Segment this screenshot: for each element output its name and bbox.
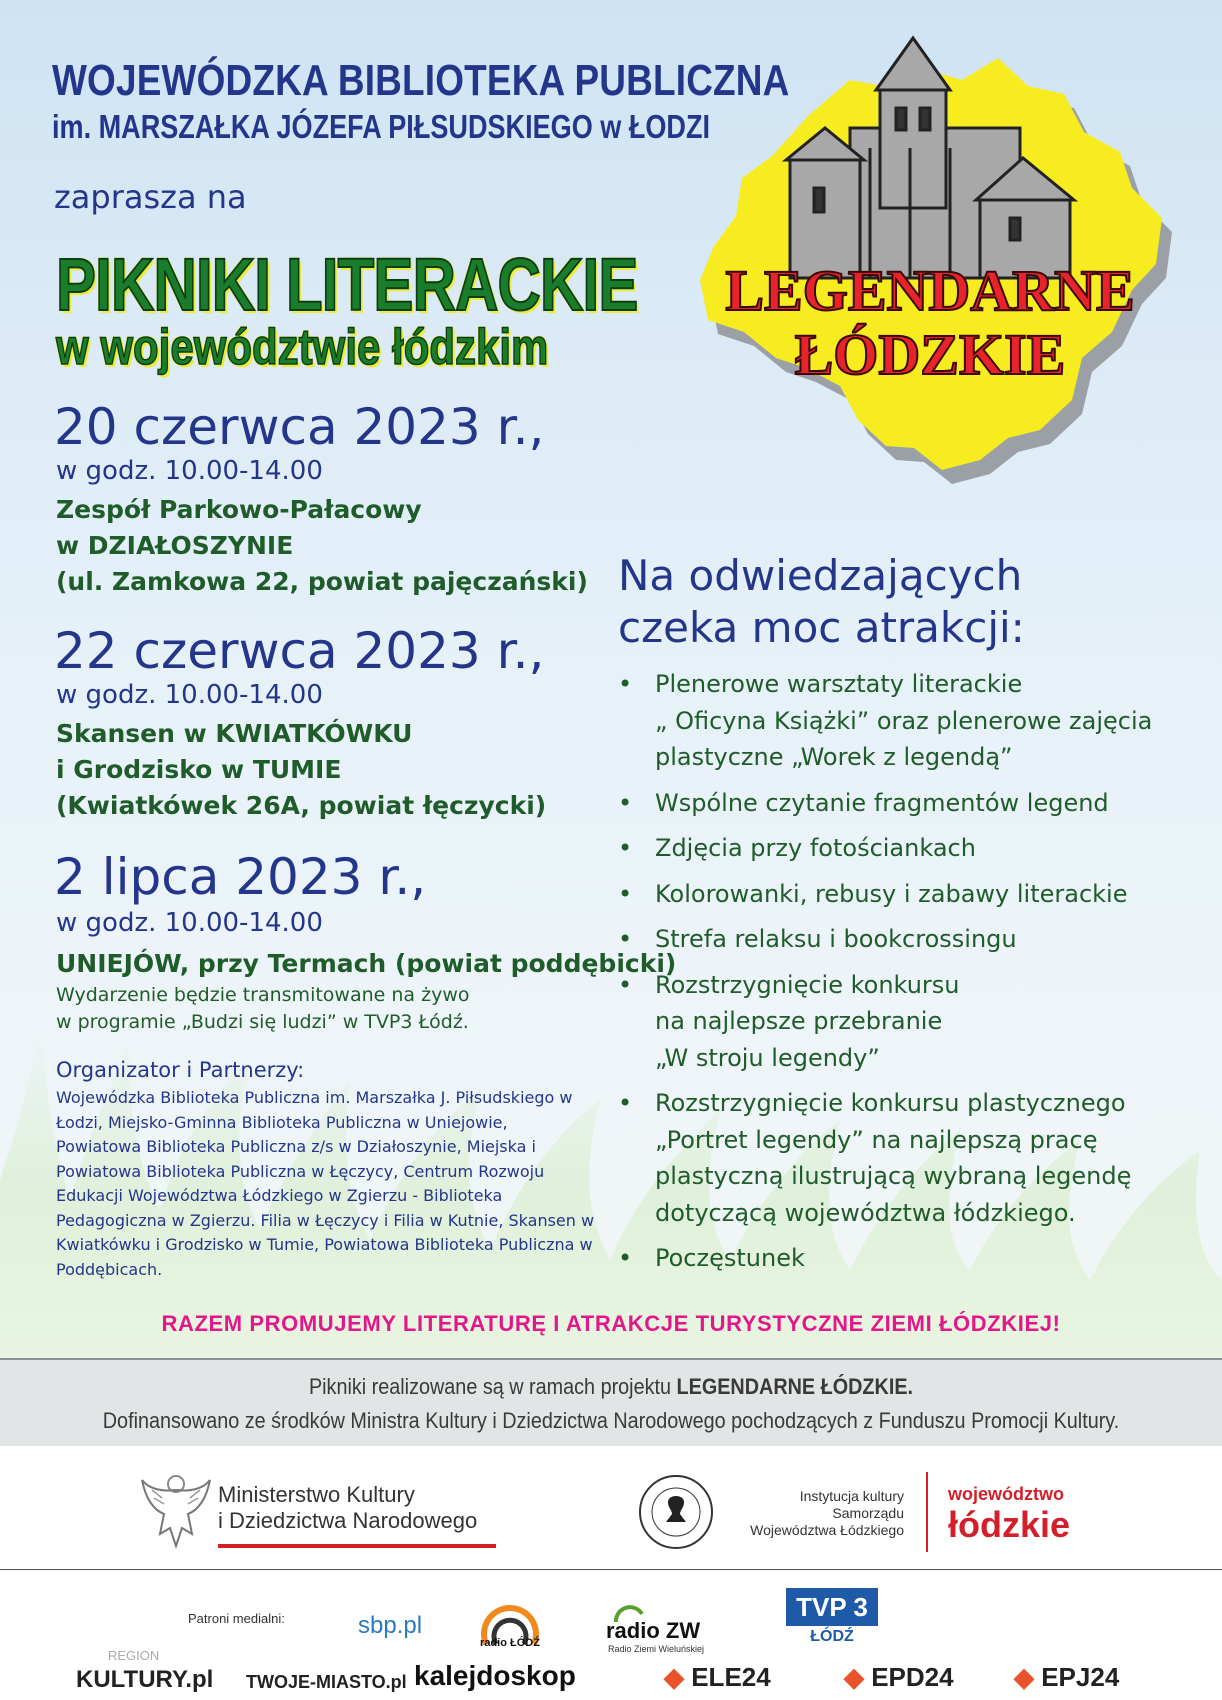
twoje-miasto-logo: TWOJE-MIASTO.pl — [246, 1672, 407, 1692]
media-patrons-label: Patroni medialni: — [188, 1611, 285, 1626]
list-item: • Kolorowanki, rebusy i zabawy literackie — [618, 876, 1218, 913]
radio-lodz-logo — [476, 1600, 544, 1650]
tvp3-subtitle: ŁÓDŹ — [810, 1628, 854, 1645]
event-3-place: UNIEJÓW, przy Termach (powiat poddębicki) — [56, 949, 677, 978]
event-2-date: 22 czerwca 2023 r., — [54, 622, 545, 680]
logo-line1: LEGENDARNE — [725, 258, 1135, 323]
event-3-note: Wydarzenie będzie transmitowane na żywo w programie „Budzi się ludzi” w TVP3 Łódź. — [56, 984, 470, 1033]
region-logo-line2: łódzkie — [948, 1504, 1071, 1545]
svg-text:radio ŁÓDŹ: radio ŁÓDŹ — [480, 1637, 540, 1649]
eagle-emblem-icon — [140, 1470, 212, 1552]
event-1-place: Zespół Parkowo-Pałacowy w DZIAŁOSZYNIE (ul. Zamkowa 22, powiat pajęczański) — [56, 495, 588, 596]
ele24-logo: ◆ ELE24 — [664, 1662, 771, 1692]
event-3-hours: w godz. 10.00-14.00 — [56, 908, 323, 938]
ministry-name: Ministerstwo Kultury i Dziedzictwa Narodowego — [218, 1482, 478, 1533]
list-item: • Rozstrzygnięcie konkursu na najlepsze przebranie „W stroju legendy” — [618, 967, 1218, 1077]
attractions-title: Na odwiedzających czeka moc atrakcji: — [618, 551, 1025, 652]
slogan: RAZEM PROMUJEMY LITERATURĘ I ATRAKCJE TURYSTYCZNE ZIEMI ŁÓDZKIEJ! — [161, 1311, 1061, 1336]
kultury-small: REGION — [108, 1648, 160, 1663]
list-item: • Plenerowe warsztaty literackie „ Oficyna Książki” oraz plenerowe zajęcia plastyczne „Worek z legendą” — [618, 666, 1218, 776]
event-title: PIKNIKI LITERACKIE — [56, 243, 638, 326]
list-item: • Poczęstunek — [618, 1240, 1218, 1277]
institution-text: Instytucja kultury Samorządu Województwa Łódzkiego — [750, 1488, 904, 1538]
logo-divider — [926, 1472, 928, 1552]
kultury-logo: KULTURY.pl — [76, 1666, 214, 1693]
organizer-patron: im. MARSZAŁKA JÓZEFA PIŁSUDSKIEGO w ŁODZI — [52, 108, 710, 145]
svg-text:radio ZW: radio ZW — [606, 1618, 701, 1643]
attractions-list — [618, 666, 1218, 1286]
list-item: • Rozstrzygnięcie konkursu plastycznego „Portret legendy” na najlepszą pracę plastyczną ilustrującą wybraną legendę dotyczącą województwa łódzkiego. — [618, 1085, 1218, 1231]
funding-line-2: Dofinansowano ze środków Ministra Kultury i Dziedzictwa Narodowego pochodzących z Funduszu Promocji Kultury. — [102, 1408, 1120, 1433]
svg-text:Radio Ziemi Wieluńskiej: Radio Ziemi Wieluńskiej — [608, 1644, 705, 1654]
ministry-underline — [218, 1544, 496, 1548]
list-item: • Strefa relaksu i bookcrossingu — [618, 921, 1218, 958]
legendarne-lodzkie-logo — [680, 28, 1180, 498]
list-item: • Zdjęcia przy fotościankach — [618, 830, 1218, 867]
logo-line2: ŁÓDZKIE — [794, 322, 1066, 387]
event-subtitle: w województwie łódzkim — [56, 319, 549, 375]
epd24-logo: ◆ EPD24 — [844, 1662, 954, 1692]
funding-line-1: Pikniki realizowane są w ramach projektu LEGENDARNE ŁÓDZKIE. — [308, 1374, 914, 1399]
funding-band — [0, 1358, 1222, 1446]
radio-zw-logo — [602, 1604, 730, 1656]
event-2-hours: w godz. 10.00-14.00 — [56, 680, 323, 710]
event-2-place: Skansen w KWIATKÓWKU i Grodzisko w TUMIE (Kwiatkówek 26A, powiat łęczycki) — [56, 719, 547, 820]
event-1-date: 20 czerwca 2023 r., — [54, 398, 545, 456]
organizers-text: Wojewódzka Biblioteka Publiczna im. Marszałka J. Piłsudskiego w Łodzi, Miejsko-Gminna Biblioteka Publiczna w Uniejowie, Powiatowa Biblioteka Publiczna z/s w Działoszynie, Miejska i Powiatowa Biblioteka Publiczna w Łęczycy, Centrum Rozwoju Edukacji Województwa Łódzkiego w Zgierzu - Biblioteka Pedagogiczna w Zgierzu. Filia w Łęczycy i Filia w Kutnie, Skansen w Kwiatkówku i Grodzisko w Tumie, Powiatowa Biblioteka Publiczna w Poddębicach. — [56, 1088, 595, 1279]
sbp-logo: sbp.pl — [358, 1612, 423, 1639]
organizer-name: WOJEWÓDZKA BIBLIOTEKA PUBLICZNA — [52, 56, 790, 105]
tvp3-logo: TVP 3 — [786, 1588, 878, 1626]
kalejdoskop-logo: kalejdoskop — [414, 1660, 576, 1691]
event-1-hours: w godz. 10.00-14.00 — [56, 456, 323, 486]
event-3-date: 2 lipca 2023 r., — [54, 848, 427, 906]
invite-text: zaprasza na — [54, 178, 247, 216]
epj24-logo: ◆ EPJ24 — [1014, 1662, 1120, 1692]
list-item: • Wspólne czytanie fragmentów legend — [618, 785, 1218, 822]
region-logo-line1: województwo — [948, 1484, 1064, 1504]
organizers-title: Organizator i Partnerzy: — [56, 1058, 305, 1082]
